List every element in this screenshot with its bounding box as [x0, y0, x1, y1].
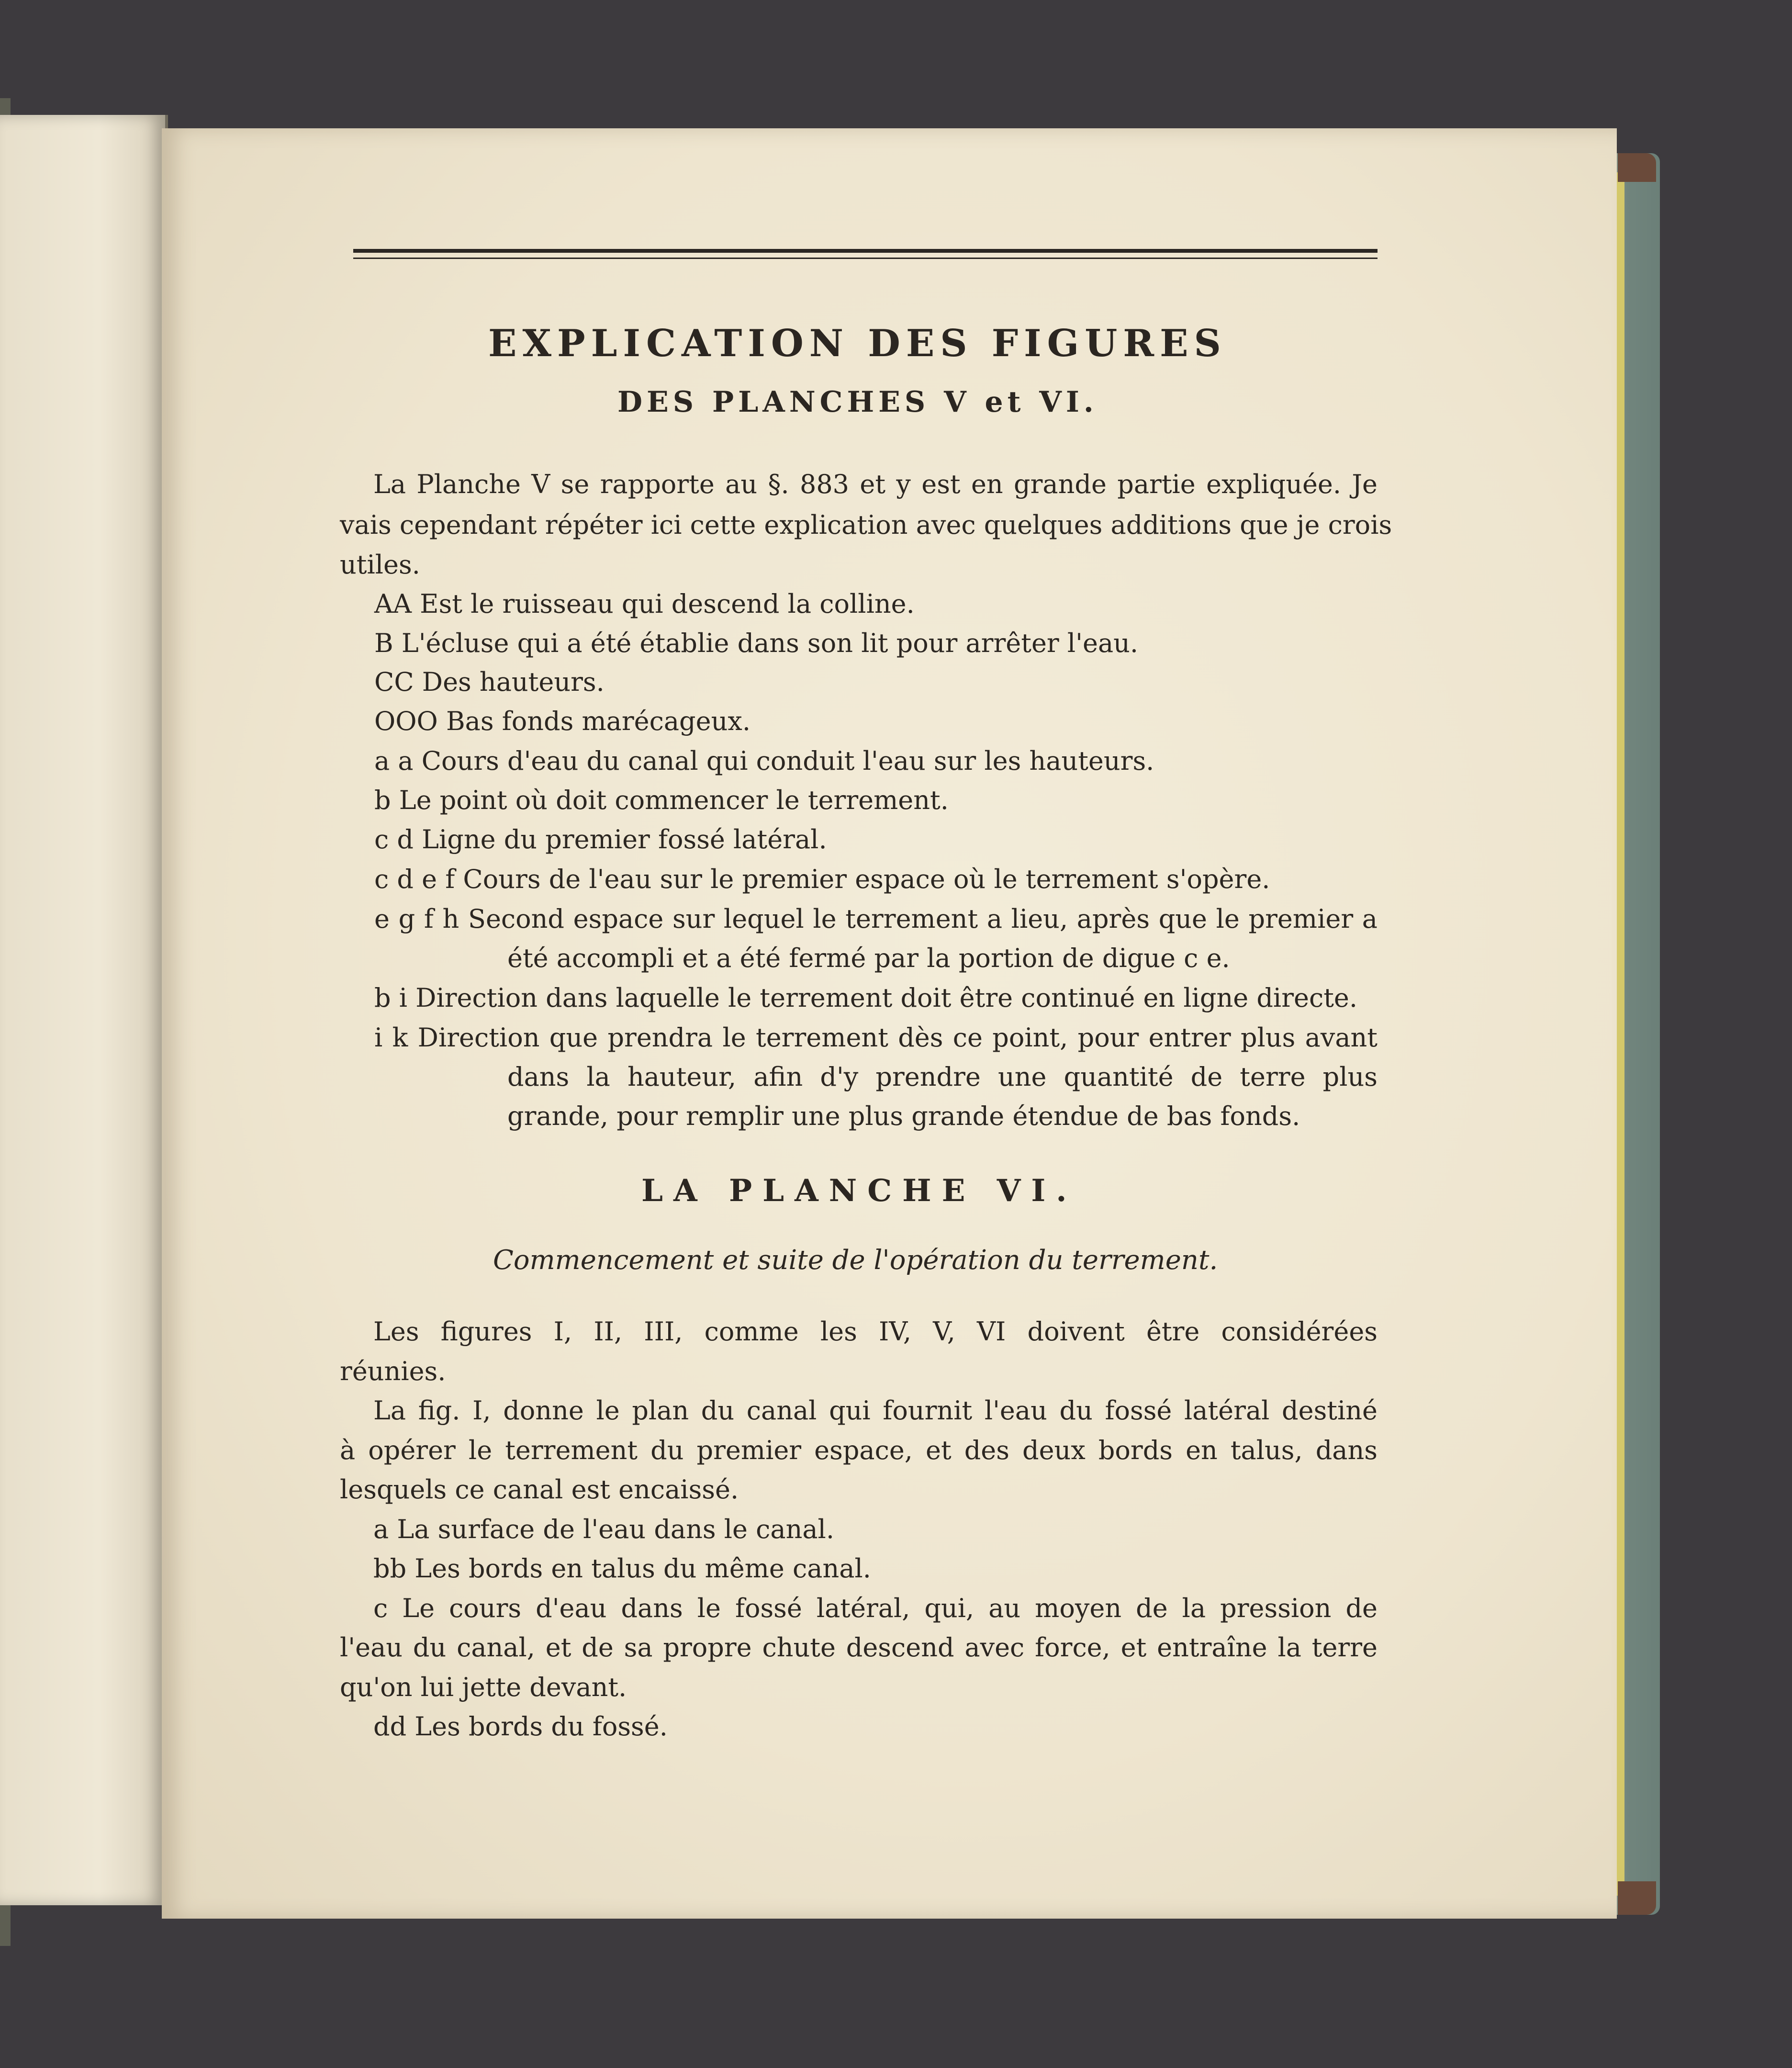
section-subheading: Commencement et suite de l'opération du terrement.	[493, 1245, 1218, 1276]
para-line-8: c Le cours d'eau dans le fossé latéral, qui, au moyen de la pression de	[373, 1593, 1378, 1623]
para-line-5: lesquels ce canal est encaissé.	[340, 1474, 739, 1505]
para-line-4: à opérer le terrement du premier espace, et des deux bords en talus, dans	[340, 1435, 1378, 1465]
page-subtitle: DES PLANCHES V et VI.	[617, 385, 1098, 419]
legend-item-ik: i k Direction que prendra le terrement dès ce point, pour entrer plus avant	[374, 1023, 1378, 1053]
header-rule-thin	[353, 258, 1378, 259]
legend-item-AA: AA Est le ruisseau qui descend la colline.	[374, 589, 915, 619]
legend-item-egfh: e g f h Second espace sur lequel le terrement a lieu, après que le premier a	[374, 904, 1378, 934]
para-line-3: La fig. I, donne le plan du canal qui fournit l'eau du fossé latéral destiné	[373, 1395, 1378, 1426]
para-line-9: l'eau du canal, et de sa propre chute descend avec force, et entraîne la terre	[340, 1632, 1378, 1663]
cover-corner-bottom	[1618, 1881, 1656, 1915]
legend-item-egfh-cont: été accompli et a été fermé par la portion de digue c e.	[507, 943, 1230, 973]
para-line-1: Les figures I, II, III, comme les IV, V, VI doivent être considérées	[373, 1316, 1378, 1347]
legend-item-CC: CC Des hauteurs.	[374, 667, 605, 697]
intro-line-2: vais cependant répéter ici cette explication avec quelques additions que je crois	[340, 510, 1392, 540]
facing-page	[0, 115, 168, 1905]
para-line-2: réunies.	[340, 1356, 446, 1386]
para-line-10: qu'on lui jette devant.	[340, 1672, 627, 1702]
legend-item-cd: c d Ligne du premier fossé latéral.	[374, 824, 827, 854]
intro-line-3: utiles.	[340, 550, 420, 580]
cover-corner-top	[1618, 153, 1656, 182]
legend-item-aa: a a Cours d'eau du canal qui conduit l'eau sur les hauteurs.	[374, 746, 1154, 776]
legend-item-bi: b i Direction dans laquelle le terrement doit être continué en ligne directe.	[374, 983, 1358, 1013]
intro-line-1: La Planche V se rapporte au §. 883 et y est en grande partie expliquée. Je	[373, 469, 1378, 499]
page-title: EXPLICATION DES FIGURES	[488, 322, 1227, 365]
header-rule-thick	[353, 249, 1378, 253]
para-line-11: dd Les bords du fossé.	[373, 1711, 668, 1742]
para-line-7: bb Les bords en talus du même canal.	[373, 1553, 871, 1584]
section-heading-planche-vi: LA PLANCHE VI.	[641, 1173, 1077, 1209]
legend-item-OOO: OOO Bas fonds marécageux.	[374, 706, 750, 736]
legend-item-B: B L'écluse qui a été établie dans son lit pour arrêter l'eau.	[374, 628, 1139, 658]
legend-item-b: b Le point où doit commencer le terrement.	[374, 785, 949, 815]
legend-item-ik-cont-2: grande, pour remplir une plus grande étendue de bas fonds.	[507, 1101, 1300, 1131]
para-line-6: a La surface de l'eau dans le canal.	[373, 1514, 834, 1544]
legend-item-ik-cont-1: dans la hauteur, afin d'y prendre une quantité de terre plus	[507, 1062, 1378, 1092]
legend-item-cdef: c d e f Cours de l'eau sur le premier espace où le terrement s'opère.	[374, 864, 1270, 894]
